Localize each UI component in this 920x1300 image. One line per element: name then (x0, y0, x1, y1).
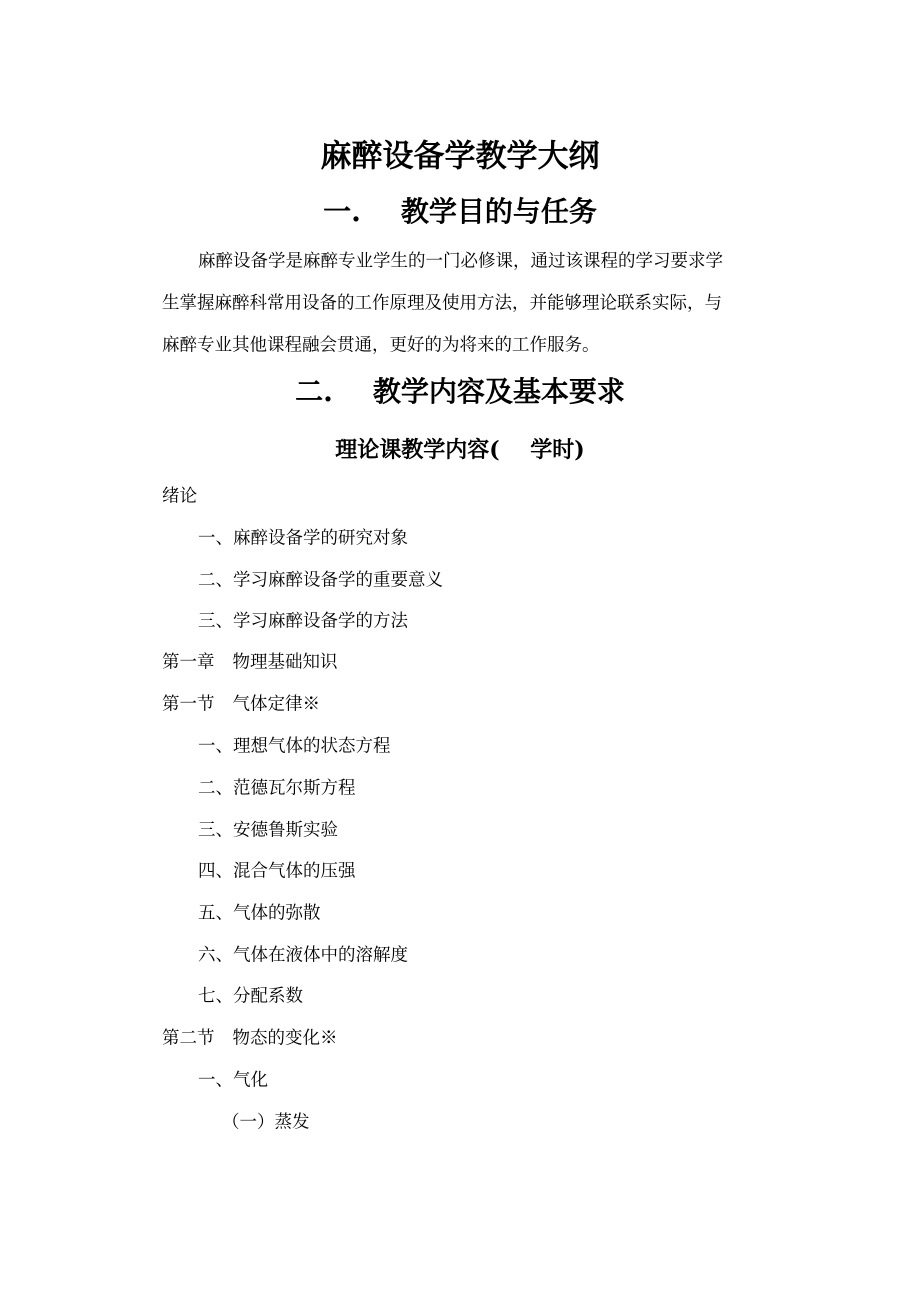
outline-item (198, 947, 408, 965)
paragraph-line: 麻醉专业其他课程融会贯通，更好的为将来的工作服务。 (162, 335, 600, 356)
paragraph-line: 生掌握麻醉科常用设备的工作原理及使用方法，并能够理论联系实际，与 (162, 293, 722, 314)
outline-text: 六、气体在液体中的溶解度 (198, 945, 408, 966)
outline-text: 一、理想气体的状态方程 (198, 736, 391, 757)
section-heading-2 (0, 375, 920, 408)
outline-item (198, 613, 408, 631)
outline-text: 二、范德瓦尔斯方程 (198, 778, 356, 799)
outline-item (198, 572, 443, 590)
outline-item (198, 905, 321, 923)
outline-text: 四、混合气体的压强 (198, 861, 356, 882)
outline-text: 二、学习麻醉设备学的重要意义 (198, 570, 443, 591)
outline-text: （一）蒸发 (222, 1112, 310, 1133)
outline-item (198, 738, 391, 756)
outline-item (198, 822, 338, 840)
paragraph-line: 麻醉设备学是麻醉专业学生的一门必修课，通过该课程的学习要求学 (198, 251, 723, 272)
outline-item (162, 488, 197, 506)
outline-text: 一、气化 (198, 1070, 268, 1091)
section-number: 二. (295, 375, 333, 408)
subheading: 理论课教学内容( 学时) (335, 437, 585, 463)
outline-item (162, 696, 320, 714)
outline-item (198, 1072, 268, 1090)
section-heading-1 (0, 195, 920, 228)
section-title: 教学内容及基本要求 (372, 375, 625, 408)
section-number: 一. (323, 195, 361, 228)
outline-item (198, 988, 303, 1006)
outline-label: 第一章 (162, 652, 215, 673)
outline-text: 三、学习麻醉设备学的方法 (198, 611, 408, 632)
outline-item (162, 1030, 338, 1048)
section-title: 教学目的与任务 (400, 195, 597, 228)
document-title: 麻醉设备学教学大纲 (320, 138, 600, 175)
outline-text: 物态的变化※ (232, 1028, 338, 1049)
outline-item (198, 863, 356, 881)
outline-label: 第二节 (162, 1028, 215, 1049)
outline-text: 气体定律※ (232, 694, 320, 715)
outline-item (198, 780, 356, 798)
outline-text: 五、气体的弥散 (198, 903, 321, 924)
outline-item (222, 1114, 310, 1132)
outline-text: 七、分配系数 (198, 986, 303, 1007)
outline-text: 物理基础知识 (232, 652, 338, 673)
outline-text: 一、麻醉设备学的研究对象 (198, 528, 408, 549)
outline-label: 绪论 (162, 486, 197, 507)
outline-item (162, 654, 338, 672)
outline-text: 三、安德鲁斯实验 (198, 820, 338, 841)
outline-item (198, 530, 408, 548)
outline-label: 第一节 (162, 694, 215, 715)
